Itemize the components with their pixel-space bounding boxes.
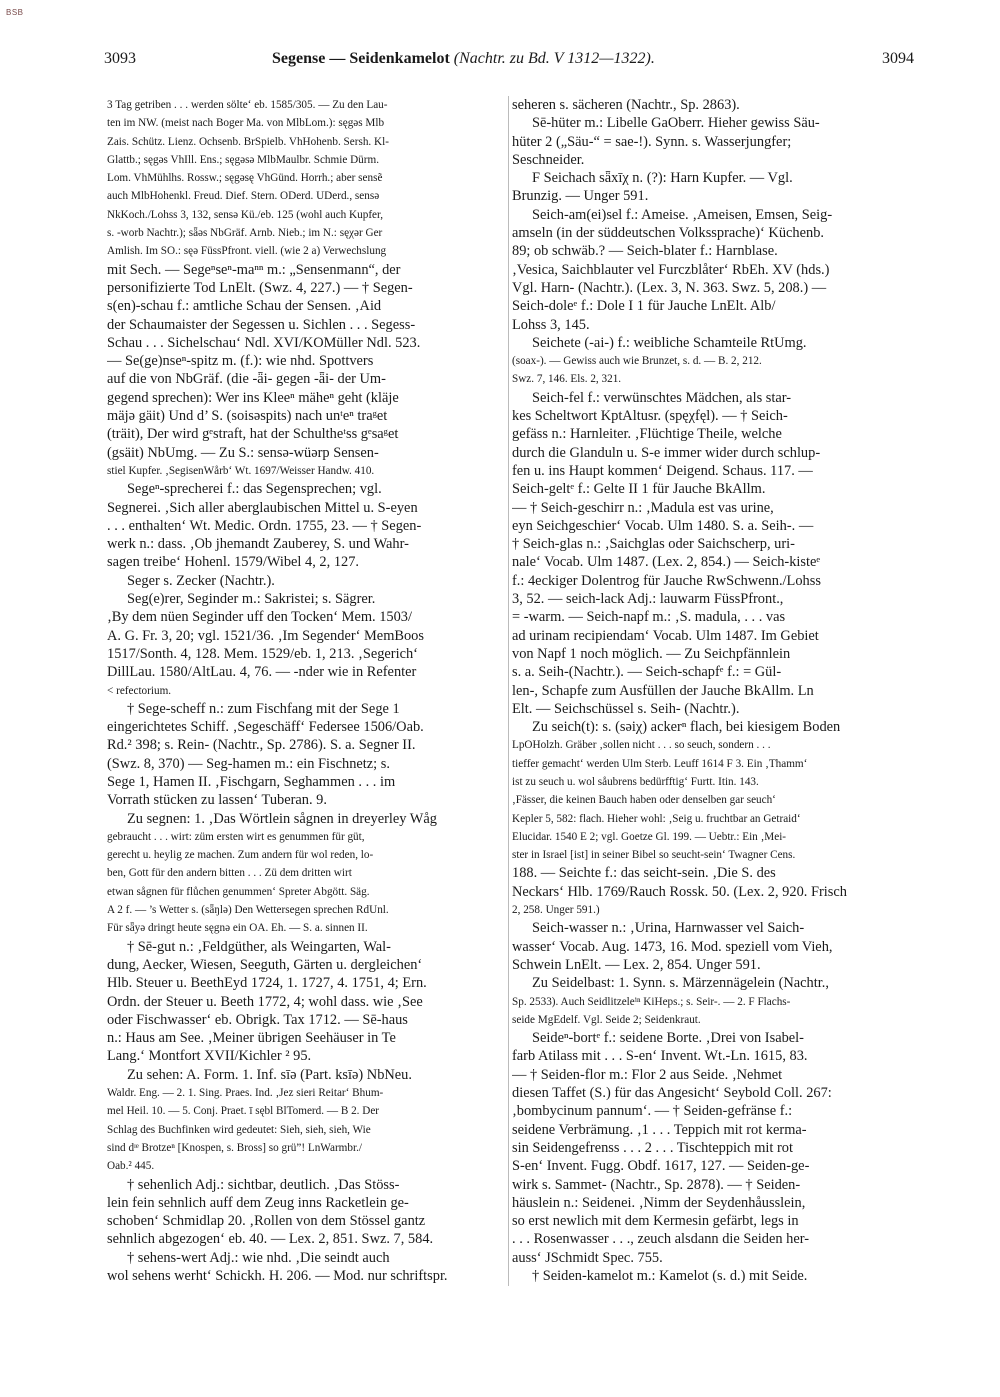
text-line: der Schaumaister der Segessen u. Sichlen . . . Segess- [107,316,416,333]
text-line: Glattb.; sęgəs VhIll. Ens.; sęgəsə MlbMaulbr. Schmie Dürm. [107,153,379,166]
text-line: diesen Taffet (S.) für das Angesicht‘ Seybold Coll. 267: [512,1085,832,1102]
text-line: 3 Tag getriben . . . werden sölte‘ eb. 1585/305. — Zu den Lau- [107,99,388,111]
text-line: dung, Aecker, Wiesen, Seeguth, Gärten u. dergleichen‘ [107,956,423,973]
text-line: werk n.: dass. ‚Ob jhemandt Zauberey, S. und Wahr- [107,536,409,553]
column-divider [508,96,509,1286]
text-line: — † Seich-geschirr n.: ‚Madula est vas urine, [512,499,774,516]
library-stamp: BSB [6,8,24,17]
text-line: auch MlbHohenkl. Freud. Dief. Stern. ODerd. UDerd., sensə [107,190,380,203]
text-line: Segnerei. ‚Sich aller aberglaubischen Mittel u. S-eyen [107,499,418,516]
text-line: tieffer gemacht‘ werden Ulm Sterb. Leuff 1614 F 3. Ein ‚Thamm‘ [512,757,808,770]
text-line: Neckars‘ Hlb. 1769/Rauch Rossk. 50. (Lex. 2, 920. Frisch [512,883,847,900]
text-line: etwan sågnen für flůchen genummen‘ Spreter Abgött. Säg. [107,885,370,898]
text-line: mit Sech. — Segeⁿseⁿ-maⁿⁿ m.: „Sensenmann“, der [107,261,401,278]
text-line: † sehens-wert Adj.: wie nhd. ‚Die seindt auch [127,1249,390,1266]
text-line: s(en)-schau f.: amtliche Schau der Sensen. ‚Aid [107,298,382,315]
text-line: mel Heil. 10. — 5. Conj. Praet. ī sębl BlTomerd. — B 2. Der [107,1105,380,1118]
text-line: Amlish. Im SO.: sęə FüssPfront. viell. (wie 2 a) Verwechslung [107,245,387,258]
text-line: Zu sehen: A. Form. 1. Inf. sīə (Part. ksīə) NbNeu. [127,1066,412,1083]
running-title-subtitle: (Nachtr. zu Bd. V 1312—1322). [453,50,655,67]
text-line: Seich-geltᵉ f.: Gelte II 1 für Jauche BkAllm. [512,481,766,498]
text-line: wirk s. Sammet- (Nachtr., Sp. 2878). — † Seiden- [512,1176,801,1193]
text-line: Sp. 2533). Auch Seidlitzeleⁱⁿ KiHeps.; s. Seir-. — 2. F Flachs- [512,995,791,1008]
text-line: Zu segnen: 1. ‚Das Wörtlein sågnen in dreyerley Wåg [127,810,437,827]
text-line: Rd.² 398; s. Rein- (Nachtr., Sp. 2786). S. a. Segner II. [107,737,416,754]
text-line: Vgl. Harn- (Nachtr.). (Lex. 3, N. 363. Swz. 5, 208.) — [512,279,827,296]
text-line: = -warm. — Seich-napf m.: ‚S. madula, . . . vas [512,609,786,626]
text-line: (gsäit) NbUmg. — Zu S.: sensə-wüərp Sensen- [107,444,379,461]
text-line: farb Atilass mit . . . S-en‘ Invent. Wt.-Ln. 1615, 83. [512,1048,808,1065]
text-line: f.: 4eckiger Dolentrog für Jauche RwSchwenn./Lohss [512,572,821,589]
text-line: Swz. 7, 146. Els. 2, 321. [512,373,622,386]
text-line: fen u. ins Haupt kommen‘ Deigend. Schaus. 117. — [512,462,813,479]
text-line: 1517/Sonth. 4, 128. Mem. 1529/eb. 1, 213. ‚Segerich‘ [107,645,418,662]
text-line: so erst newlich mit dem Kermesin gefärbt, legs in [512,1213,799,1230]
text-line: Seichete (-ai-) f.: weibliche Schamteile RtUmg. [532,334,807,351]
text-line: häuslein n.: Seidenei. ‚Nimm der Seydenhåusslein, [512,1194,806,1211]
text-line: ‚bombycinum pannum‘. — † Seiden-gefränse f.: [512,1103,793,1120]
text-line: † Seich-glas n.: ‚Saichglas oder Saichscherp, uri- [512,536,795,553]
text-line: ben, Gott für den andern bitten . . . Zü dem dritten wirt [107,867,352,880]
text-line: sagen treibe‘ Hohenl. 1579/Wibel 4, 2, 127. [107,554,359,571]
text-line: . . . enthalten‘ Wt. Medic. Ordn. 1755, 23. — † Segen- [107,517,422,534]
text-line: Kepler 5, 582: flach. Hieher wohl: ‚Seig u. fruchtbar an Getraid‘ [512,812,801,825]
text-line: ad urinam recipiendam‘ Vocab. Ulm 1487. Im Gebiet [512,627,819,644]
text-line: seheren s. sächeren (Nachtr., Sp. 2863). [512,97,740,113]
page-number-right: 3094 [882,50,914,67]
text-line: von Napf 1 noch möglich. — Zu Seichpfännlein [512,645,791,662]
text-line: (Swz. 8, 370) — Seg-hamen m.: ein Fischnetz; s. [107,755,390,772]
text-line: A 2 f. — ’s Wetter s. (sǟŋlə) Den Wettersegen sprechen RdUnl. [107,904,389,917]
page-number-left: 3093 [104,50,136,67]
running-title [272,50,655,68]
text-line: nale‘ Vocab. Ulm 1487. (Lex. 2, 854.) — Seich-kisteᵉ [512,554,821,571]
text-line: — Se(ge)nseⁿ-spitz m. (f.): wie nhd. Spottvers [107,353,374,370]
text-line: Seich-doleᵉ f.: Dole I 1 für Jauche LnElt. Alb/ [512,298,776,315]
text-line: Seschneider. [512,151,585,168]
text-line: Hlb. Steuer u. BeethEyd 1724, 1. 1727, 4. 1751, 4; Ern. [107,975,427,992]
text-line: ster in Israel [ist] in seiner Bibel so seucht-sein‘ Twagner Cens. [512,849,796,862]
text-line: eyn Seichgeschier‘ Vocab. Ulm 1480. S. a. Seih-. — [512,517,814,534]
text-line: † Seiden-kamelot m.: Kamelot (s. d.) mit Seide. [532,1268,808,1284]
text-line: gerecht u. heylig ze machen. Zum andern für wol reden, lo- [107,849,374,862]
text-line: Elucidar. 1540 E 2; vgl. Goetze Gl. 199. — Uebtr.: Ein ‚Mei- [512,830,787,843]
text-line: Ordn. der Steuer u. Beeth 1772, 4; wohl dass. wie ‚See [107,993,423,1010]
text-line: DillLau. 1580/AltLau. 4, 76. — -nder wie in Refenter [107,664,417,681]
text-line: s. -worb Nachtr.); sǟəs NbGräf. Arnb. Nieb.; im N.: sęχər Ger [107,227,383,240]
text-line: < refectorium. [107,684,172,697]
text-line: Waldr. Eng. — 2. 1. Sing. Praes. Ind. ‚Jez sieri Reitar‘ Bhum- [107,1087,384,1100]
text-line: Segeⁿ-sprecherei f.: das Segensprechen; vgl. [127,481,382,498]
text-line: Oab.² 445. [107,1160,155,1173]
text-line: 89; ob schwäb.? — Seich-blater f.: Harnblase. [512,243,778,260]
text-line: NkKoch./Lohss 3, 132, sensə Kü./eb. 125 (wohl auch Kupfer, [107,208,384,221]
text-line: Seich-am(ei)sel f.: Ameise. ‚Ameisen, Emsen, Seig- [532,206,833,223]
text-line: ten im NW. (meist nach Boger Ma. von MlbLom.): sęgəs Mlb [107,117,385,130]
text-line: auss‘ JSchmidt Spec. 755. [512,1249,663,1266]
page-header [104,50,914,70]
text-line: Sē-hüter m.: Libelle GaOberr. Hieher gewiss Säu- [532,115,820,132]
text-line: Seich-fel f.: verwünschtes Mädchen, als star- [532,389,792,406]
text-line: Lang.‘ Montfort XVII/Kichler ² 95. [107,1048,312,1065]
text-line: (träit), Der wird gᵉstraft, hat der Schultheᵗss gᵉsaᵍet [107,426,399,443]
text-line: Schlag des Buchfinken wird gedeutet: Sieh, sieh, sieh, Wie [107,1123,371,1136]
text-line: sind dᶦᵉ Brotzeⁿ [Knospen, s. Bross] so grü”! LnWarmbr./ [107,1141,362,1154]
text-line: Sege 1, Hamen II. ‚Fischgarn, Seghammen . . . im [107,773,396,790]
text-line: ‚Vesica, Saichblauter vel Furczblåter‘ RbEh. XV (hds.) [512,261,830,278]
text-line: (soax-). — Gewiss auch wie Brunzet, s. d. — B. 2, 212. [512,355,762,368]
text-line: auf die von NbGräf. (die -ǟi- gegen -ǟi- der Um- [107,371,386,388]
text-line: 2, 258. Unger 591.) [512,904,600,917]
right-column [512,96,906,1285]
text-line: Schau . . . Sichelschau‘ Ndl. XVI/KOMüller Ndl. 523. [107,334,421,351]
text-line: ‚By dem nüen Seginder uff den Tocken‘ Mem. 1503/ [107,609,412,626]
text-line: Brunzig. — Unger 591. [512,188,649,205]
text-line: amseln (in der süddeutschen Volkssprache)‘ Küchenb. [512,225,824,242]
text-line: . . . Rosenwasser . . ., zeuch alsdann die Seiden her- [512,1231,810,1248]
text-line: ist zu seuch u. wol såubrens bedürfftig‘ Furtt. Itin. 143. [512,775,759,788]
text-line: durch die Glanduln u. S-e immer wider durch schlup- [512,444,821,461]
text-line: wasser‘ Vocab. Aug. 1473, 16. Mod. speziell vom Vieh, [512,938,833,955]
text-line: gebraucht . . . wirt: züm ersten wirt es genummen für güt, [107,830,365,843]
text-line: personifizierte Tod LnElt. (Swz. 4, 227.) — † Segen- [107,279,413,296]
text-line: sin Seidengefrenss . . . 2 . . . Tischteppich mit rot [512,1139,794,1156]
text-line: n.: Haus am See. ‚Meiner übrigen Seehäuser in Te [107,1030,396,1047]
text-line: — † Seiden-flor m.: Flor 2 aus Seide. ‚Nehmet [512,1066,783,1083]
running-title-main: Segense — Seidenkamelot [272,50,450,67]
text-line: Zu Seidelbast: 1. Synn. s. Märzennägelein (Nachtr., [532,975,829,992]
left-column [107,96,501,1285]
text-line: gefäss n.: Harnleiter. ‚Flüchtige Theile, welche [512,426,782,443]
text-line: seidene Verbrämung. ‚1 . . . Teppich mit rot kerma- [512,1121,807,1138]
text-line: seide MgEdelf. Vgl. Seide 2; Seidenkraut. [512,1013,701,1026]
text-line: stiel Kupfer. ‚SegisenWårb‘ Wt. 1697/Weisser Handw. 410. [107,464,375,477]
text-line: len-, Schapfe zum Ausfüllen der Jauche BkAllm. Ln [512,682,814,699]
text-line: 188. — Seichte f.: das seicht-sein. ‚Die S. des [512,865,776,882]
text-line: hüter 2 („Säu-“ = sae-!). Synn. s. Wasserjungfer; [512,133,792,150]
text-line: oder Fischwasser‘ eb. Obrigk. Tax 1712. — Sē-haus [107,1011,408,1028]
text-line: S-en‘ Invent. Fugg. Obdf. 1617, 127. — Seiden-ge- [512,1158,810,1175]
text-line: F Seichach sǟxīχ n. (?): Harn Kupfer. — Vgl. [532,170,793,187]
text-line: sehnlich abgezogen‘ eb. 40. — Lex. 2, 851. Swz. 7, 584. [107,1231,434,1248]
text-line: mäjə gäit) Und d’ S. (soisəspits) nach unᵗeⁿ traᵍet [107,408,388,425]
text-line: lein fein sehnlich auff dem Zeug inns Racketlein ge- [107,1194,409,1211]
text-line: schoben‘ Schmidlap 20. ‚Rollen von dem Stössel gantz [107,1213,426,1230]
text-line: † Sege-scheff n.: zum Fischfang mit der Sege 1 [127,700,400,717]
text-line: s. a. Seih-(Nachtr.). — Seich-schapfᵉ f.: = Gül- [512,664,782,681]
text-line: gegend sprechen): Wer ins Kleeⁿ mäheⁿ geht (kläje [107,389,399,406]
text-line: † Sē-gut n.: ‚Feldgüther, als Weingarten, Wal- [127,938,391,955]
text-line: Lohss 3, 145. [512,316,590,333]
text-line: Zais. Schütz. Lienz. Ochsenb. BrSpielb. VhHohenb. Sersh. Kl- [107,135,389,148]
text-line: wol sehens werht‘ Schickh. H. 206. — Mod. nur schriftspr. [107,1268,448,1284]
text-line: Lom. VhMühlhs. Rossw.; sęgəsę VhGünd. Horrh.; aber sensẽ [107,172,383,185]
text-line: A. G. Fr. 3, 20; vgl. 1521/36. ‚Im Segender‘ MemBoos [107,627,424,644]
text-line: Seger s. Zecker (Nachtr.). [127,572,275,589]
text-line: Zu seich(t): s. (səiχ) ackerⁿ flach, bei kiesigem Boden [532,719,841,736]
text-line: Seg(e)rer, Seginder m.: Sakristei; s. Sägrer. [127,591,376,608]
text-line: ‚Fässer, die keinen Bauch haben oder denselben gar seuch‘ [512,794,776,807]
text-line: 3, 52. — seich-lack Adj.: lauwarm FüssPfront., [512,591,784,608]
text-line: Elt. — Seichschüssel s. Seih- (Nachtr.). [512,700,740,717]
text-line: Seich-wasser n.: ‚Urina, Harnwasser vel Saich- [532,920,805,937]
text-line: Vorrath stücken zu lassen‘ Tuberan. 9. [107,792,327,809]
text-line: LpOHolzh. Gräber ‚sollen nicht . . . so seuch, sondern . . . [512,739,771,752]
text-line: † sehenlich Adj.: sichtbar, deutlich. ‚Das Stöss- [127,1176,400,1193]
text-line: eingerichtetes Schiff. ‚Segeschäff‘ Federsee 1506/Oab. [107,719,424,736]
text-line: kes Scheltwort KptAltusr. (spęχfęl). — † Seich- [512,408,788,425]
text-line: Für sǟyə dringt heute sęgnə ein OA. Eh. — S. a. sinnen II. [107,922,368,935]
text-line: Seideⁿ-bortᵉ f.: seidene Borte. ‚Drei von Isabel- [532,1030,804,1047]
text-line: Schwein LnElt. — Lex. 2, 854. Unger 591. [512,956,761,973]
